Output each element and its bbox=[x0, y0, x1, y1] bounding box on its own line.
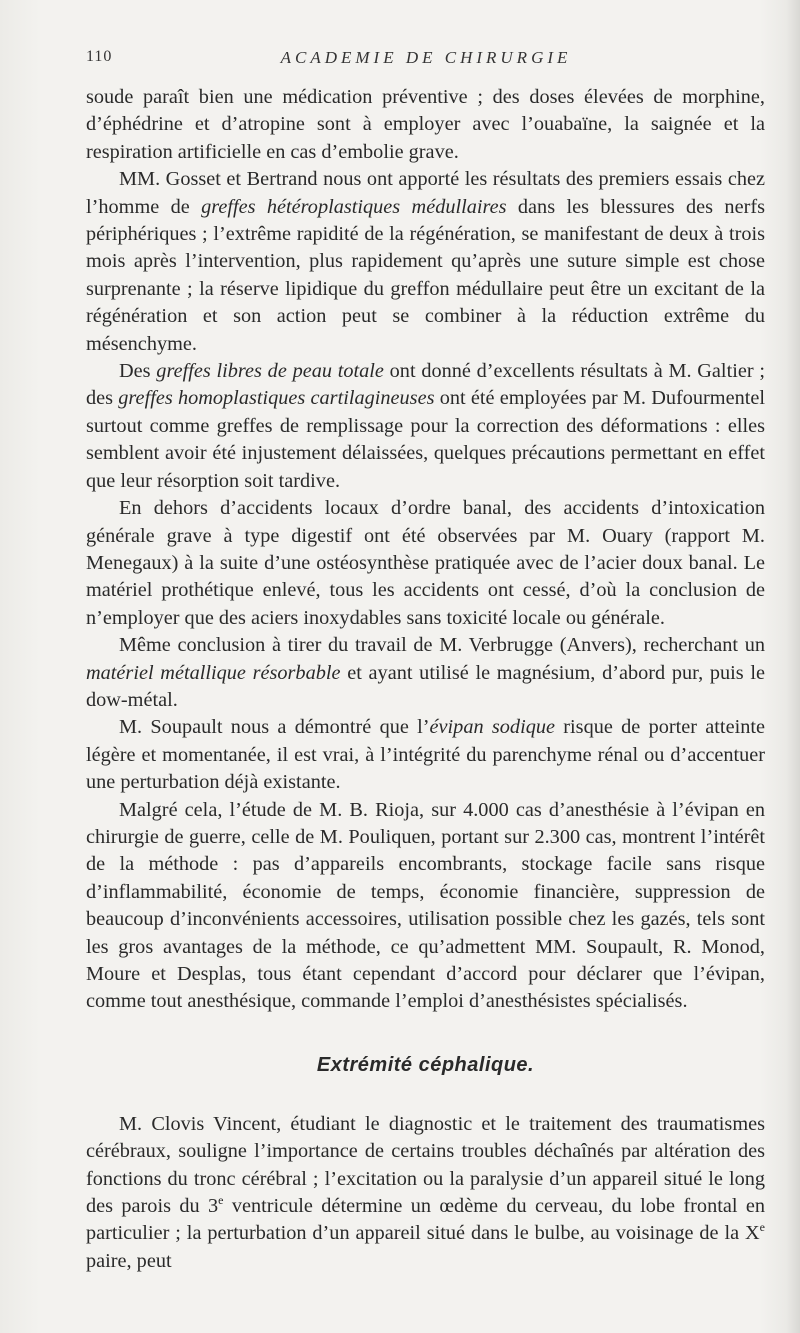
text-run: Même conclusion à tirer du travail de M. Verbrugge (Anvers), recherchant un bbox=[119, 634, 765, 657]
paragraph bbox=[86, 84, 765, 166]
italic-term: greffes homoplastiques cartilagineuses bbox=[118, 387, 435, 410]
text-run: MM. Gosset et Bertrand nous ont apporté les résultats des premiers essais chez l’homme de bbox=[86, 168, 765, 218]
running-title: ACADEMIE DE CHIRURGIE bbox=[280, 48, 572, 67]
paragraph bbox=[86, 495, 765, 632]
paragraph bbox=[86, 1111, 765, 1275]
text-run: paire, peut bbox=[86, 1249, 172, 1272]
text-run: ont donné d’excellents résultats à M. Galtier ; des bbox=[86, 360, 765, 410]
superscript: e bbox=[759, 1220, 765, 1235]
text-run: ventricule détermine un œdème du cerveau, du lobe frontal en particulier ; la perturbation d’un appareil situé dans le bulbe, au voisinage de la X bbox=[86, 1195, 765, 1245]
text-run: M. Clovis Vincent, étudiant le diagnostic et le traitement des traumatismes cérébraux, souligne l’importance de certains troubles déchaînés par altération des fonctions du tronc cérébral ; l’excitation ou la paralysie d’un appareil situé le long des parois du 3 bbox=[86, 1112, 765, 1218]
text-run: risque de porter atteinte légère et momentanée, il est vrai, à l’intégrité du parenchyme rénal ou d’accentuer une perturbation déjà existante. bbox=[86, 716, 765, 794]
page-number: 110 bbox=[86, 48, 113, 65]
body-text bbox=[86, 84, 765, 1275]
section-heading: Extrémité céphalique. bbox=[316, 1053, 535, 1076]
text-run: et ayant utilisé le magnésium, d’abord pur, puis le dow-métal. bbox=[86, 661, 765, 711]
paragraph bbox=[86, 714, 765, 796]
paragraph bbox=[86, 632, 765, 714]
italic-term: matériel métallique résorbable bbox=[86, 661, 341, 684]
paragraph-group-section bbox=[86, 1111, 765, 1275]
page-edge-shadow bbox=[786, 0, 800, 1333]
paragraph bbox=[86, 797, 765, 1016]
text-run: M. Soupault nous a démontré que l’ bbox=[119, 716, 430, 739]
text-run: dans les blessures des nerfs périphériques ; l’extrême rapidité de la régénération, se manifestant de deux à trois mois après l’intervention, plus rapidement qu’après une suture simple est chose surprenante ; la réserve lipidique du greffon médullaire peut être un excitant de la régénération et son action peut se combiner à la réduction extrême du mésenchyme. bbox=[86, 195, 765, 355]
paragraph bbox=[86, 358, 765, 495]
italic-term: évipan sodique bbox=[429, 716, 555, 739]
text-run: Malgré cela, l’étude de M. B. Rioja, sur 4.000 cas d’anesthésie à l’évipan en chirurgie de guerre, celle de M. Pouliquen, portant sur 2.300 cas, montrent l’intérêt de la méthode : pas d’appareils encombrants, stockage facile sans risque d’inflammabilité, économie de temps, économie financière, suppression de beaucoup d’inconvénients accessoires, utilisation possible chez les gazés, tels sont les gros avantages de la méthode, ce qu’admettent MM. Soupault, R. Monod, Moure et Desplas, tous étant cependant d’accord pour déclarer que l’évipan, comme tout anesthésique, commande l’emploi d’anesthésistes spécialisés. bbox=[86, 798, 765, 1013]
text-run: Des bbox=[119, 360, 157, 383]
superscript: e bbox=[218, 1193, 224, 1208]
paragraph-group-main bbox=[86, 84, 765, 1016]
text-run: En dehors d’accidents locaux d’ordre banal, des accidents d’intoxication générale grave à type digestif ont été observées par M. Ouary (rapport M. Menegaux) à la suite d’une ostéosynthèse pratiquée avec de l’acier doux banal. Le matériel prothétique enlevé, tous les accidents ont cessé, d’où la conclusion de n’employer que des aciers inoxydables sans toxicité locale ou générale. bbox=[86, 497, 765, 629]
page-header bbox=[86, 48, 766, 70]
text-run: soude paraît bien une médication préventive ; des doses élevées de morphine, d’éphédrine et d’atropine sont à employer avec l’ouabaïne, la saignée et la respiration artificielle en cas d’embolie grave. bbox=[86, 86, 765, 163]
paragraph bbox=[86, 166, 765, 358]
italic-term: greffes libres de peau totale bbox=[156, 360, 384, 383]
italic-term: greffes hétéroplastiques médullaires bbox=[201, 195, 507, 218]
text-run: ont été employées par M. Dufourmentel surtout comme greffes de remplissage pour la correction des déformations : elles semblent avoir été injustement délaissées, quelques précautions permettant en effet que leur résorption soit tardive. bbox=[86, 387, 765, 492]
